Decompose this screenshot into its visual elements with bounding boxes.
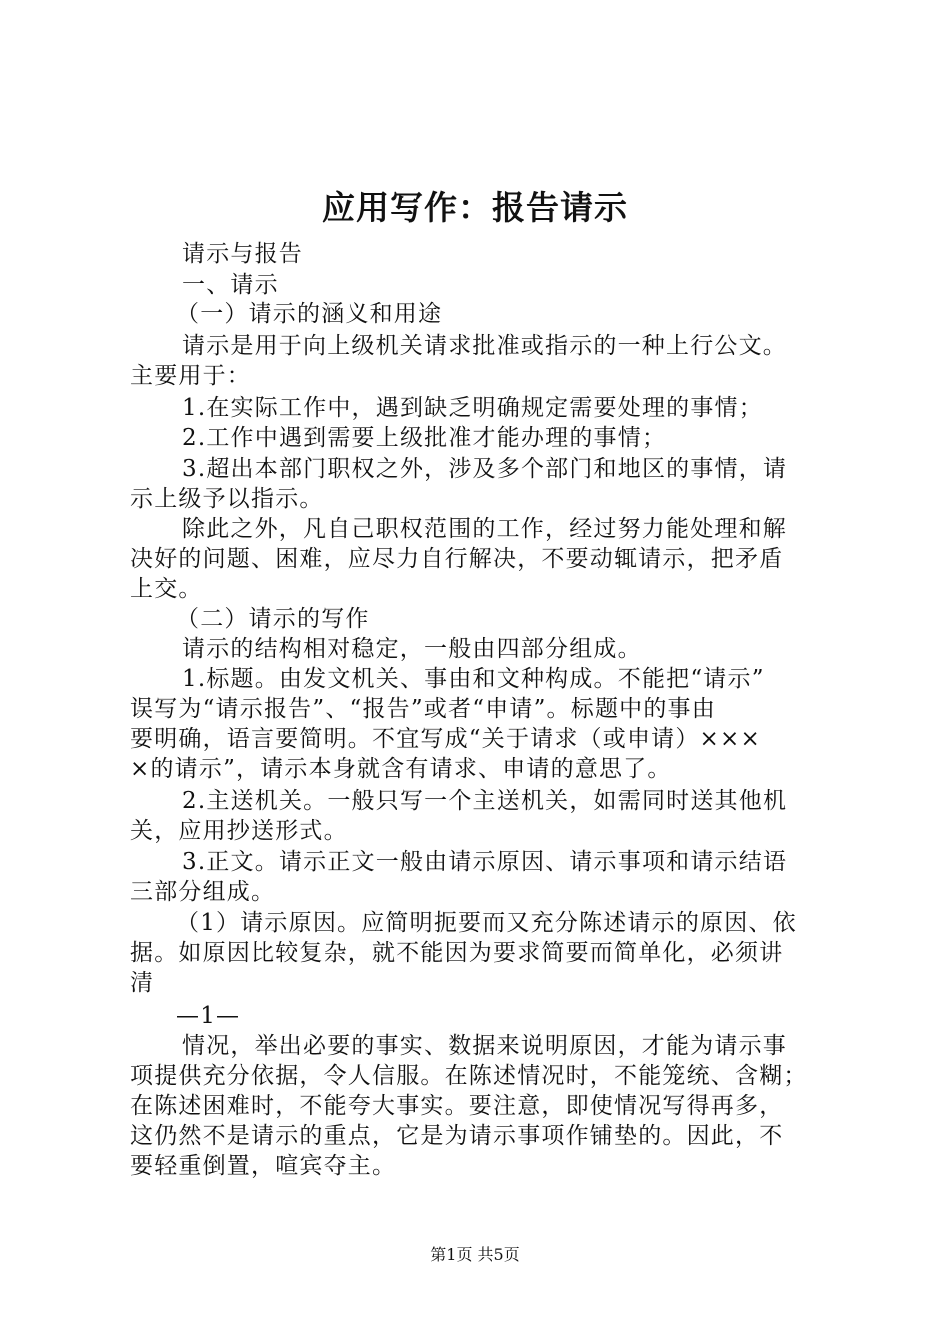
text-line: 三部分组成。 xyxy=(130,879,276,905)
text-line: 1.在实际工作中，遇到缺乏明确规定需要处理的事情； xyxy=(182,395,763,421)
page-footer: 第1页 共5页 xyxy=(430,1245,520,1264)
text-line: 清 xyxy=(130,970,155,996)
text-line: 2.主送机关。一般只写一个主送机关，如需同时送其他机 xyxy=(182,788,788,814)
text-line: 决好的问题、困难，应尽力自行解决，不要动辄请示，把矛盾 xyxy=(130,546,784,572)
text-line: ×的请示”，请示本身就含有请求、申请的意思了。 xyxy=(130,756,672,782)
text-line: 这仍然不是请示的重点，它是为请示事项作铺垫的。因此，不 xyxy=(130,1123,784,1149)
document-title: 应用写作：报告请示 xyxy=(322,188,628,227)
text-line: 1.标题。由发文机关、事由和文种构成。不能把“请示” xyxy=(182,666,765,692)
text-line: 2.工作中遇到需要上级批准才能办理的事情； xyxy=(182,425,667,451)
text-line: 关，应用抄送形式。 xyxy=(130,818,348,844)
text-line: 上交。 xyxy=(130,576,203,602)
text-line: （一）请示的涵义和用途 xyxy=(176,301,443,327)
text-line: 情况，举出必要的事实、数据来说明原因，才能为请示事 xyxy=(182,1033,787,1059)
text-line: （二）请示的写作 xyxy=(176,606,370,632)
text-line: 据。如原因比较复杂，就不能因为要求简要而简单化，必须讲 xyxy=(130,940,784,966)
text-line: 一、请示 xyxy=(182,272,279,298)
text-line: 除此之外，凡自己职权范围的工作，经过努力能处理和解 xyxy=(182,516,787,542)
text-line: 项提供充分依据，令人信服。在陈述情况时，不能笼统、含糊； xyxy=(130,1063,808,1089)
text-line: 误写为“请示报告”、“报告”或者“申请”。标题中的事由 xyxy=(130,696,716,722)
text-line: 主要用于： xyxy=(130,363,251,389)
page-marker: —1— xyxy=(176,1003,241,1029)
text-line: 示上级予以指示。 xyxy=(130,486,324,512)
text-line: （1）请示原因。应简明扼要而又充分陈述请示的原因、依 xyxy=(176,910,797,936)
text-line: 要轻重倒置，喧宾夺主。 xyxy=(130,1153,397,1179)
text-line: 3.超出本部门职权之外，涉及多个部门和地区的事情，请 xyxy=(182,456,788,482)
text-line: 请示的结构相对稳定，一般由四部分组成。 xyxy=(182,636,642,662)
text-line: 3.正文。请示正文一般由请示原因、请示事项和请示结语 xyxy=(182,849,788,875)
text-line: 在陈述困难时，不能夸大事实。要注意，即使情况写得再多， xyxy=(130,1093,784,1119)
text-line: 要明确，语言要简明。不宜写成“关于请求（或申请）××× xyxy=(130,726,761,752)
text-line: 请示与报告 xyxy=(182,241,303,267)
text-line: 请示是用于向上级机关请求批准或指示的一种上行公文。 xyxy=(182,333,787,359)
